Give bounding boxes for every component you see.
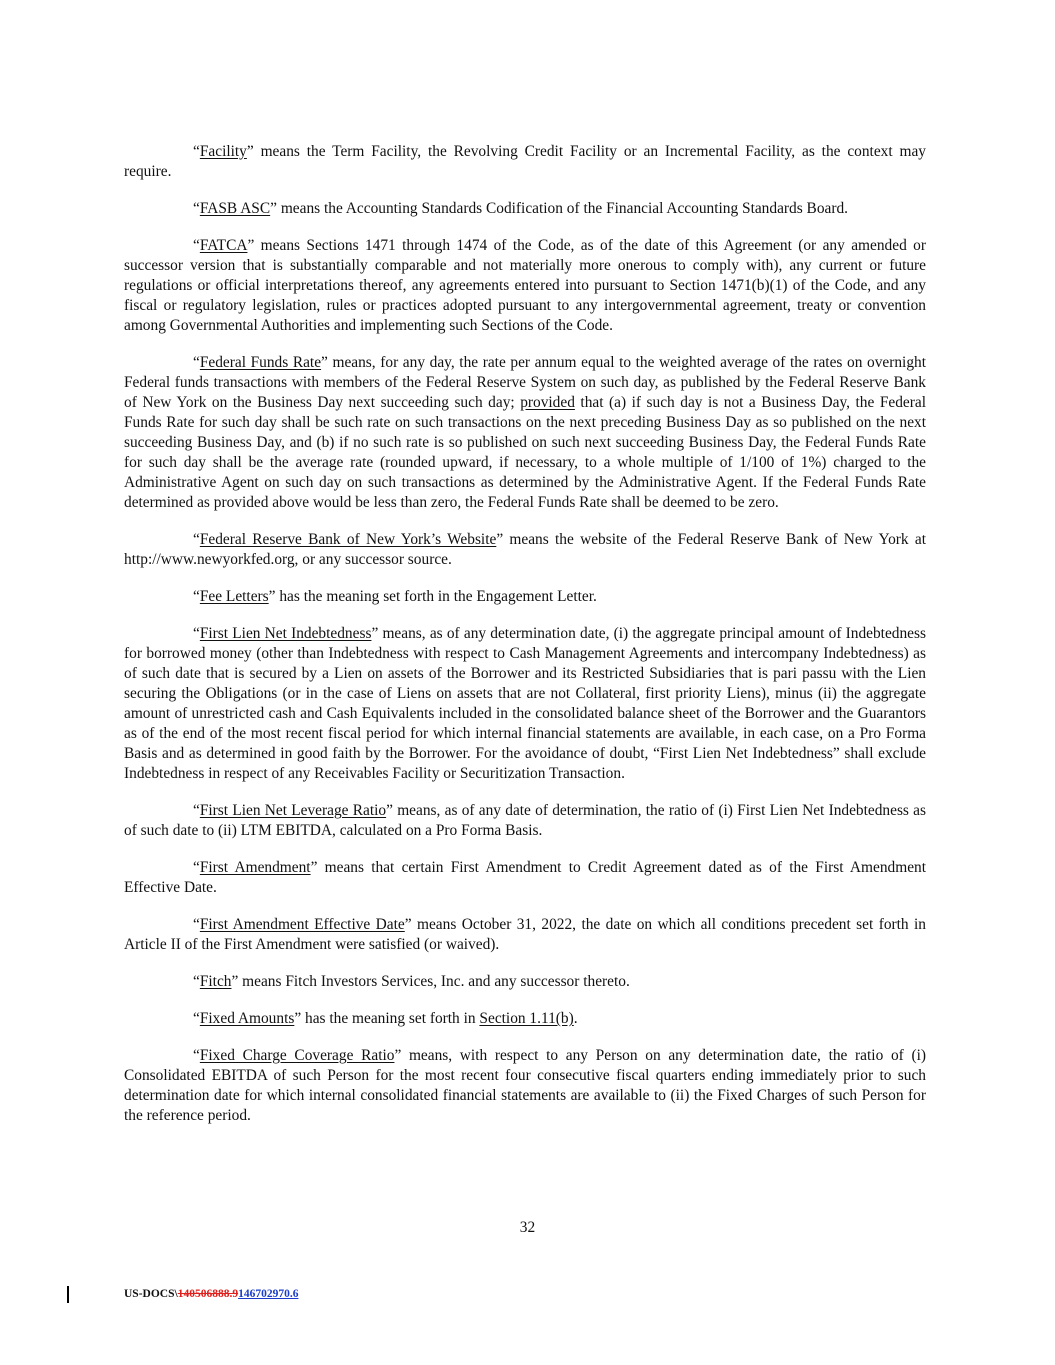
definition-first-amendment: “First Amendment” means that certain First Amendment to Credit Agreement dated as of the First Amendment Effective Date. — [124, 859, 926, 896]
footer-prefix: US-DOCS\ — [124, 1288, 178, 1300]
definition-federal-funds-rate: “Federal Funds Rate” means, for any day, the rate per annum equal to the weighted average of the rates on overnight Federal funds transactions with members of the Federal Reserve System on such day, as published by the Federal Reserve Bank of New York on the Business Day next succeeding such day; provided that (a) if such day is not a Business Day, the Federal Funds Rate for such day shall be such rate on such transactions on the next preceding Business Day as so published on the next succeeding Business Day, and (b) if no such rate is so published on such next succeeding Business Day, the Federal Funds Rate for such day shall be the average rate (rounded upward, if necessary, to a whole multiple of 1/100 of 1%) charged to the Administrative Agent on such day on such transactions as determined by the Administrative Agent. If the Federal Funds Rate determined as provided above would be less than zero, the Federal Funds Rate shall be deemed to be zero. — [124, 354, 926, 511]
definition-fatca: “FATCA” means Sections 1471 through 1474 of the Code, as of the date of this Agreement (or any amended or successor version that is substantially comparable and not materially more onerous to comply with), any current or future regulations or official interpretations thereof, any agreements entered into pursuant to Section 1471(b)(1) of the Code, and any fiscal or regulatory legislation, rules or practices adopted pursuant to any intergovernmental agreement, treaty or convention among Governmental Authorities and implementing such Sections of the Code. — [124, 237, 926, 334]
definition-fixed-charge-coverage-ratio: “Fixed Charge Coverage Ratio” means, with respect to any Person on any determination date, the ratio of (i) Consolidated EBITDA of such Person for the most recent four consecutive fiscal quarters ending immediately prior to such determination date for which internal consolidated financial statements are available to (ii) the Fixed Charges of such Person for the reference period. — [124, 1047, 926, 1124]
defined-term: First Amendment Effective Date — [199, 916, 405, 933]
defined-term: FASB ASC — [199, 200, 271, 217]
section-reference: Section 1.11(b) — [479, 1010, 574, 1027]
defined-term: First Amendment — [199, 859, 311, 876]
definition-first-amendment-effective-date: “First Amendment Effective Date” means October 31, 2022, the date on which all conditions precedent set forth in Article II of the First Amendment were satisfied (or waived). — [124, 916, 927, 953]
defined-term: Facility — [199, 143, 247, 160]
definition-fee-letters: “Fee Letters” has the meaning set forth in the Engagement Letter. — [193, 588, 597, 605]
defined-term: Fee Letters — [199, 588, 269, 605]
definition-frbny-website: “Federal Reserve Bank of New York’s Website” means the website of the Federal Reserve Bank of New York at http://www.newyorkfed.org, or any successor source. — [124, 531, 926, 568]
defined-term: FATCA — [199, 237, 248, 254]
provided-keyword: provided — [520, 394, 575, 411]
change-bar — [67, 1286, 69, 1303]
definition-facility: “Facility” means the Term Facility, the Revolving Credit Facility or an Incremental Facility, as the context may require. — [124, 143, 926, 180]
definition-first-lien-net-leverage-ratio: “First Lien Net Leverage Ratio” means, as of any date of determination, the ratio of (i) First Lien Net Indebtedness as of such date to (ii) LTM EBITDA, calculated on a Pro Forma Basis. — [124, 802, 926, 839]
definition-first-lien-net-indebtedness: “First Lien Net Indebtedness” means, as of any determination date, (i) the aggregate principal amount of Indebtedness for borrowed money (other than Indebtedness with respect to Cash Management Agreements and intercompany Indebtedness) as of such date that is secured by a Lien on assets of the Borrower and its Restricted Subsidiaries that is pari passu with the Lien securing the Obligations (or in the case of Liens on assets that are not Collateral, first priority Liens), minus (ii) the aggregate amount of unrestricted cash and Cash Equivalents included in the consolidated balance sheet of the Borrower and the Guarantors as of the end of the most recent fiscal period for which internal financial statements are available, in each case, on a Pro Forma Basis and as determined in good faith by the Borrower. For the avoidance of doubt, “First Lien Net Indebtedness” shall exclude Indebtedness in respect of any Receivables Facility or Securitization Transaction. — [124, 625, 926, 782]
defined-term: Fixed Charge Coverage Ratio — [199, 1047, 395, 1064]
defined-term: Fitch — [199, 973, 232, 990]
footer-deleted-id: 140506888.9 — [177, 1288, 239, 1300]
definition-fitch: “Fitch” means Fitch Investors Services, Inc. and any successor thereto. — [193, 973, 630, 990]
document-footer — [124, 1288, 298, 1300]
page-number: 32 — [519, 1219, 536, 1236]
definition-fasb-asc: “FASB ASC” means the Accounting Standards Codification of the Financial Accounting Standards Board. — [193, 200, 849, 217]
defined-term: Federal Reserve Bank of New York’s Website — [199, 531, 497, 548]
defined-term: First Lien Net Indebtedness — [199, 625, 372, 642]
defined-term: First Lien Net Leverage Ratio — [199, 802, 387, 819]
defined-term: Fixed Amounts — [199, 1010, 295, 1027]
defined-term: Federal Funds Rate — [199, 354, 322, 371]
footer-inserted-id: 146702970.6 — [238, 1288, 299, 1300]
document-body — [124, 142, 926, 1143]
definition-fixed-amounts: “Fixed Amounts” has the meaning set forth in Section 1.11(b). — [193, 1010, 578, 1027]
